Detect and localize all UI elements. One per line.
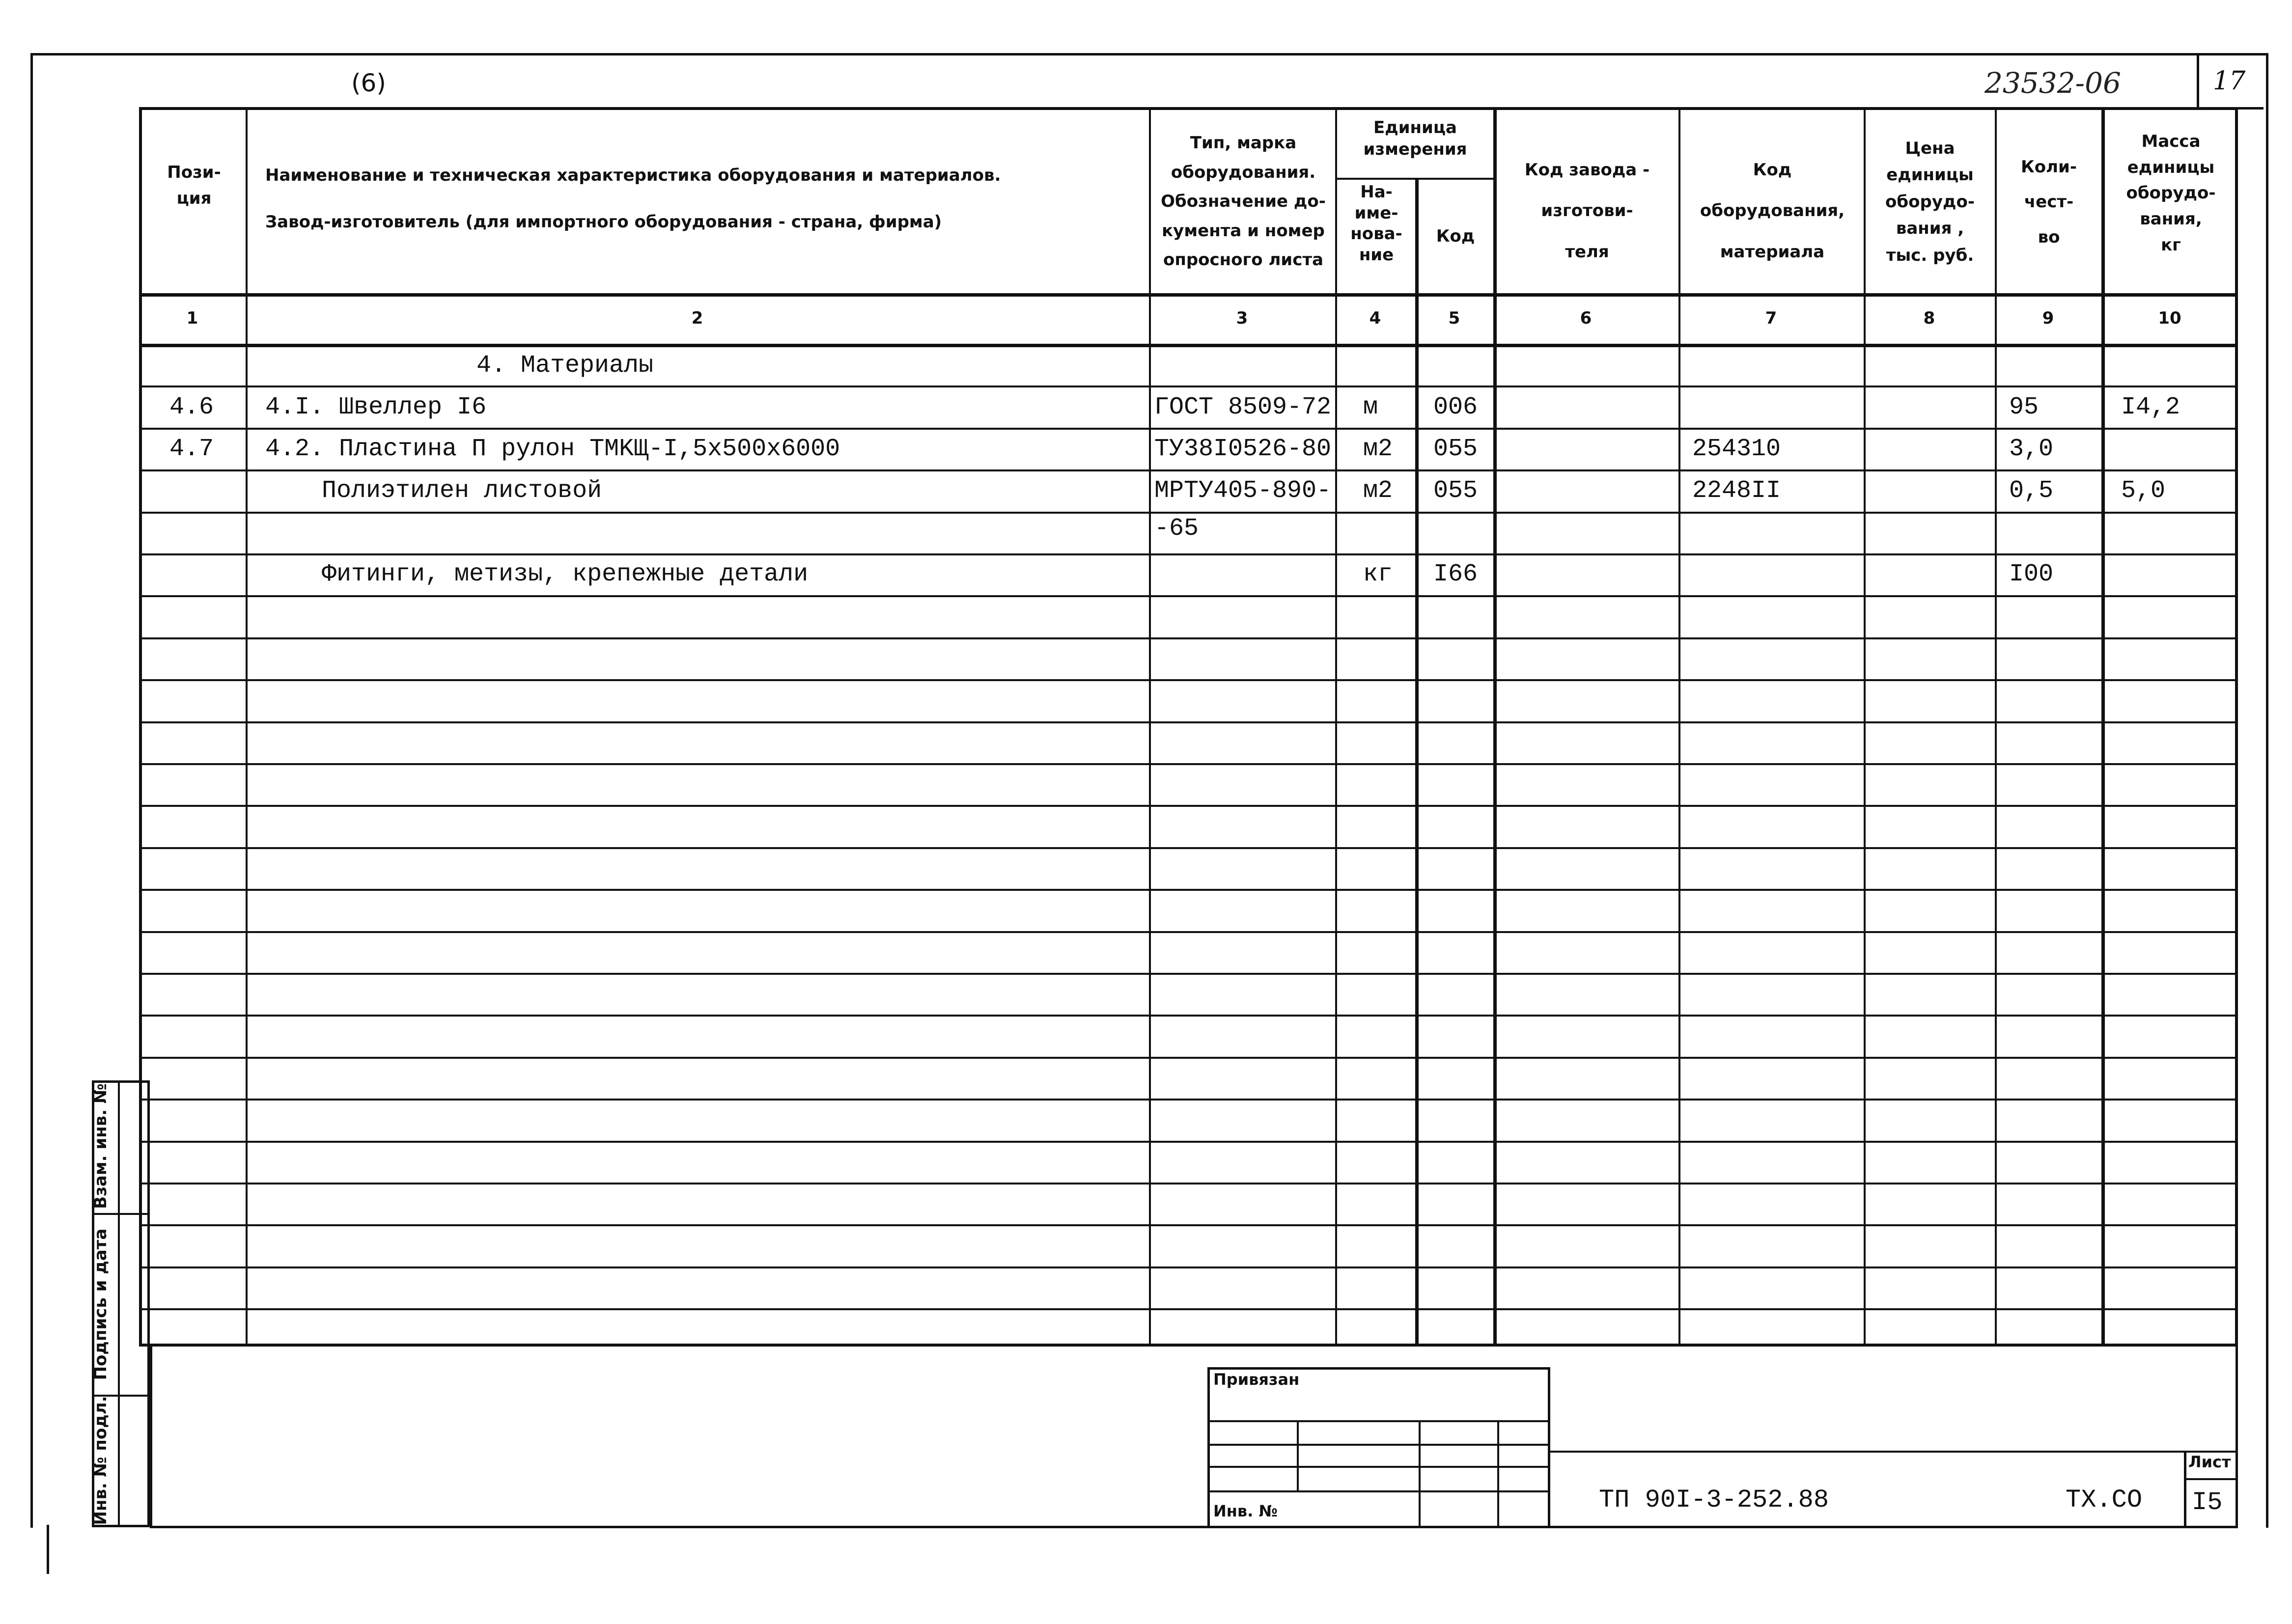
column-number: 4 [1369, 308, 1381, 328]
column-number: 8 [1923, 308, 1935, 328]
cell-position: 4.7 [169, 435, 214, 463]
col-line-6 [1678, 107, 1680, 1347]
header-quantity: Коли- чест- во [2021, 157, 2077, 247]
col-line-7 [1864, 107, 1866, 1347]
column-number: 10 [2158, 308, 2181, 328]
cell-position: 4.6 [169, 393, 214, 421]
table-row-line [139, 428, 2238, 430]
sheet-label: Лист [2188, 1453, 2231, 1471]
table-row-line [139, 889, 2238, 891]
colnum-divider [139, 344, 2238, 347]
privyazan-vline-1 [1297, 1420, 1299, 1490]
header-divider [139, 293, 2238, 297]
cell-unit: м2 [1363, 477, 1393, 505]
cell-name: 4. Материалы [476, 352, 654, 380]
cell-unit-code: 006 [1433, 393, 1478, 421]
table-row-line [139, 973, 2238, 975]
header-factory-code: Код завода - изготови- теля [1524, 160, 1650, 262]
corner-page-number: 17 [2213, 66, 2246, 96]
table-row-line [139, 1141, 2238, 1143]
column-number: 5 [1448, 308, 1460, 328]
table-row-line [139, 637, 2238, 639]
table-row-line [139, 512, 2238, 514]
header-position: Пози- ция [167, 163, 221, 208]
cell-name: Полиэтилен листовой [322, 477, 602, 505]
sheet-frame-bottom-stub [47, 1525, 49, 1574]
table-row-line [139, 469, 2238, 471]
col-line-8 [1995, 107, 1997, 1347]
cell-type: МРТУ405-890- [1154, 477, 1332, 505]
cell-name: Фитинги, метизы, крепежные детали [322, 560, 809, 588]
table-row-line [139, 679, 2238, 681]
cell-unit: м2 [1363, 435, 1393, 463]
header-price: Цена единицы оборудо- вания , тыс. руб. [1885, 138, 1975, 265]
cell-mass: 5,0 [2121, 477, 2166, 505]
col-line-3 [1335, 107, 1337, 1347]
header-name: Наименование и техническая характеристика оборудования и материалов. Завод-изготовитель (для импортного оборудования - страна, фирма) [265, 165, 1001, 232]
sheet-number: I5 [2192, 1488, 2223, 1517]
column-number: 6 [1580, 308, 1592, 328]
cell-unit-code: I66 [1433, 560, 1478, 588]
cell-type: ГОСТ 8509-72 [1154, 393, 1332, 421]
header-equipment-code: Код оборудования, материала [1700, 160, 1845, 262]
table-row-line [139, 1183, 2238, 1184]
cell-type: -65 [1154, 515, 1199, 543]
header-unit-code: Код [1436, 226, 1475, 246]
cell-unit: кг [1363, 560, 1393, 588]
side-label-podpis: Подпись и дата [91, 1228, 111, 1380]
cell-quantity: 3,0 [2009, 435, 2054, 463]
side-label-inv-podl: Инв. № подл. [91, 1396, 111, 1525]
inv-no-label: Инв. № [1213, 1502, 1278, 1520]
cell-quantity: 0,5 [2009, 477, 2054, 505]
cell-mass: I4,2 [2121, 393, 2180, 421]
col-line-5 [1493, 107, 1497, 1347]
table-row-line [139, 847, 2238, 849]
header-type: Тип, марка оборудования. Обозначение до- кумента и номер опросного листа [1161, 133, 1326, 270]
table-row-line [139, 553, 2238, 555]
col-line-2 [1149, 107, 1151, 1347]
table-row-line [139, 805, 2238, 807]
cell-equipment-code: 254310 [1692, 435, 1781, 463]
column-number: 9 [2042, 308, 2054, 328]
cell-quantity: 95 [2009, 393, 2039, 421]
col-line-9 [2101, 107, 2105, 1347]
side-label-vzam: Взам. инв. № [91, 1083, 111, 1209]
table-row-line [139, 1057, 2238, 1059]
column-number: 2 [691, 308, 703, 328]
table-row-line [139, 595, 2238, 597]
cell-name: 4.2. Пластина П рулон TMKЩ-I,5x500x6000 [265, 435, 840, 463]
cell-equipment-code: 2248II [1692, 477, 1781, 505]
doc-code: ТП 90I-3-252.88 [1599, 1486, 1829, 1514]
page-mark: (6) [351, 69, 386, 97]
header-unit-group: Единица измерения [1363, 118, 1467, 160]
privyazan-vline-3 [1497, 1420, 1499, 1528]
cell-unit: м [1363, 393, 1378, 421]
table-row-line [139, 385, 2238, 387]
doc-code-top-line [1550, 1451, 2238, 1453]
table-row-line [139, 763, 2238, 765]
table-row-line [139, 1015, 2238, 1017]
col-line-1 [246, 107, 248, 1347]
table-row-line [139, 1266, 2238, 1268]
column-number: 3 [1236, 308, 1248, 328]
inventory-number: 23532-06 [1985, 66, 2121, 100]
table-row-line [139, 1099, 2238, 1101]
cell-unit-code: 055 [1433, 477, 1478, 505]
title-block-frame [150, 1347, 2238, 1528]
cell-name: 4.I. Швеллер I6 [265, 393, 487, 421]
doc-section: ТХ.СО [2066, 1486, 2143, 1514]
cell-type: ТУ38I0526-80 [1154, 435, 1332, 463]
table-row-line [139, 1224, 2238, 1226]
header-unit-name: На- име- нова- ние [1350, 182, 1402, 265]
cell-quantity: I00 [2009, 560, 2054, 588]
side-stamp-divider [118, 1080, 120, 1527]
sheet-number-divider [2184, 1478, 2238, 1480]
cell-unit-code: 055 [1433, 435, 1478, 463]
table-row-line [139, 1308, 2238, 1310]
header-mass: Масса единицы оборудо- вания, кг [2126, 132, 2216, 255]
privyazan-vline-2 [1419, 1420, 1421, 1528]
table-row-line [139, 721, 2238, 723]
table-row-line [139, 931, 2238, 933]
privyazan-label: Привязан [1213, 1370, 1300, 1389]
col-line-4 [1415, 178, 1419, 1347]
column-number: 1 [186, 308, 198, 328]
column-number: 7 [1765, 308, 1777, 328]
